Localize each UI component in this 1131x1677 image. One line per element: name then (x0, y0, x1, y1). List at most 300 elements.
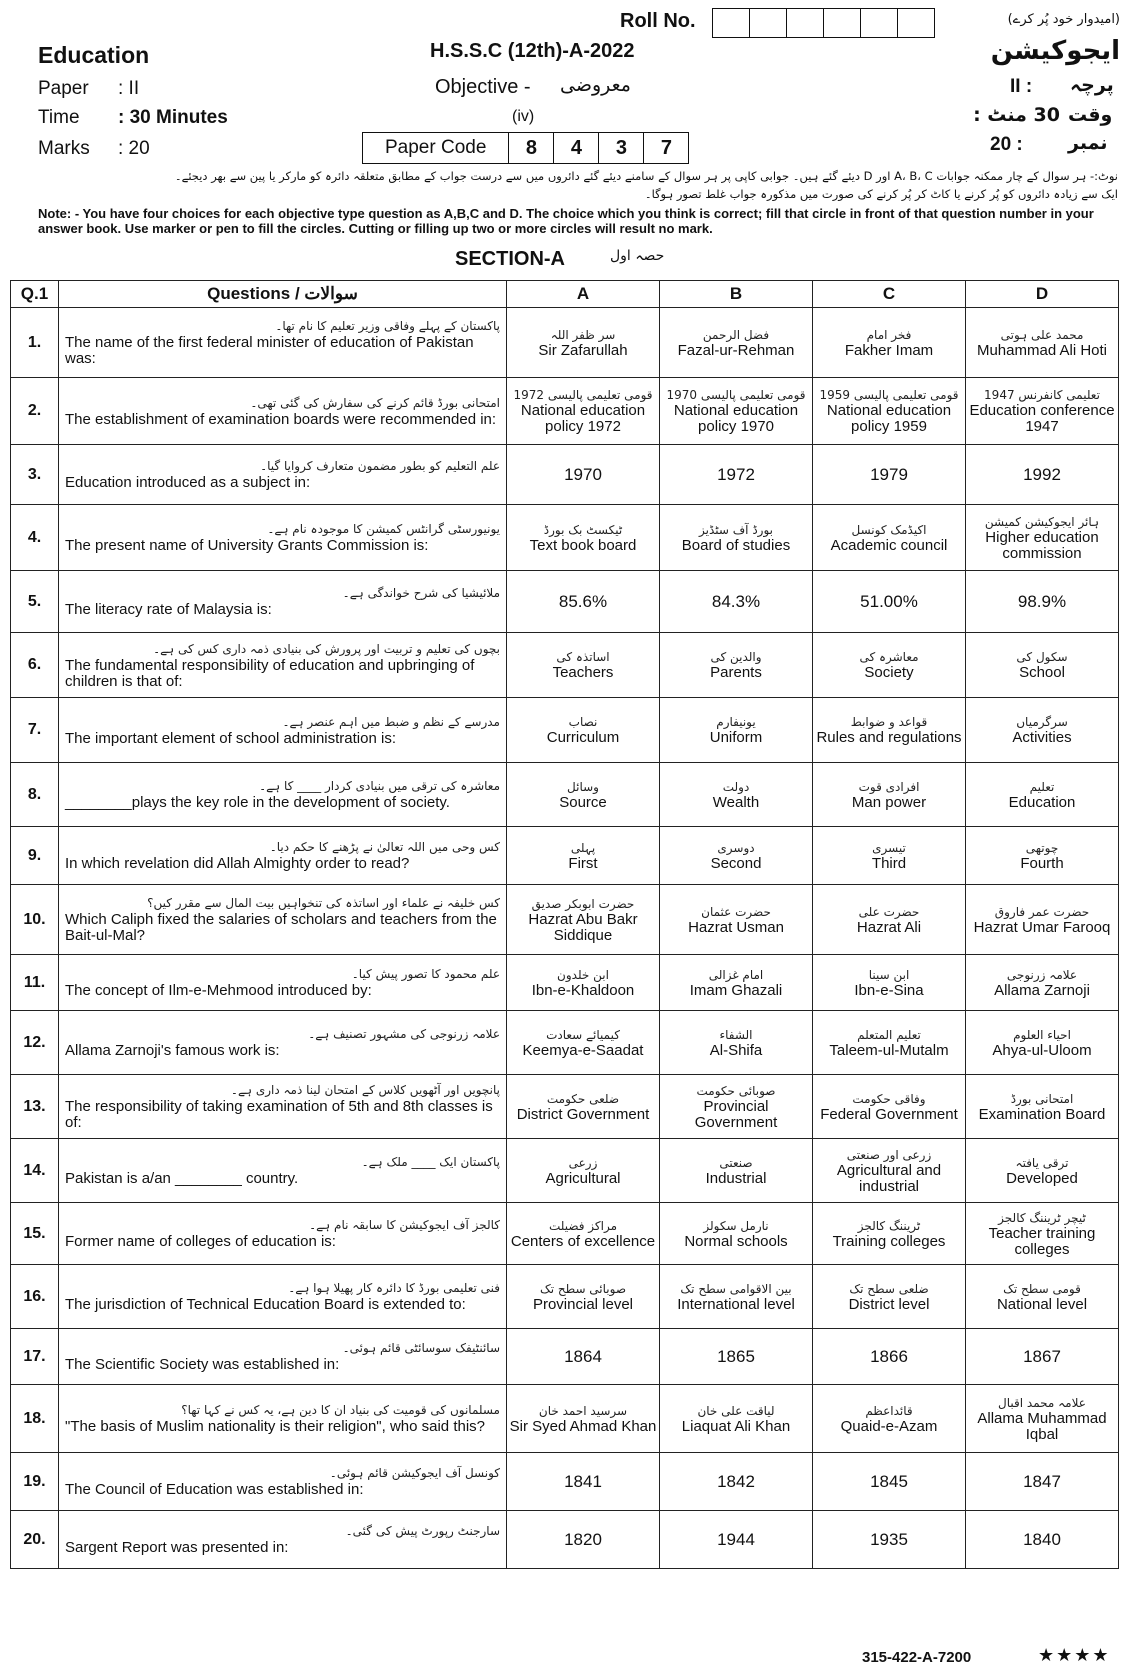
subject-title-urdu: ایجوکیشن (990, 36, 1120, 66)
question-english: "The basis of Muslim nationality is their religion", who said this? (65, 1418, 485, 1435)
option-a (507, 1011, 660, 1075)
option-c (813, 827, 966, 885)
time-label: Time (38, 107, 80, 128)
option-c-urdu: تیسری (872, 840, 906, 855)
paper-value-urdu: II : (1010, 76, 1033, 97)
option-c (813, 1075, 966, 1139)
option-d-urdu: تعلیمی کانفرنس 1947 (984, 388, 1100, 402)
option-c-urdu: زرعی اور صنعتی (846, 1147, 932, 1162)
option-b-english: 1944 (717, 1529, 755, 1549)
option-c (813, 1329, 966, 1385)
option-a (507, 378, 660, 445)
table-row (11, 445, 1119, 505)
question-text (59, 1011, 507, 1075)
option-c-urdu: تعلیم المتعلم (857, 1027, 921, 1042)
question-english: Pakistan is a/an ________ country. (65, 1170, 299, 1187)
option-c-urdu: افرادی قوت (858, 779, 920, 794)
option-b-english: Normal schools (684, 1232, 788, 1250)
question-urdu: پاکستان کے پہلے وفاقی وزیر تعلیم کا نام تھا۔ (275, 319, 500, 333)
table-row (11, 1511, 1119, 1569)
option-c-urdu: ٹریننگ کالجز (857, 1218, 921, 1233)
option-d (966, 378, 1119, 445)
question-urdu: کونسل آف ایجوکیشن قائم ہوئی۔ (329, 1466, 500, 1480)
question-text (59, 763, 507, 827)
option-b-english: Uniform (709, 729, 763, 746)
time-value-urdu: 30 منٹ : (973, 104, 1060, 126)
option-d-english: Activities (1012, 729, 1072, 746)
question-number: 15. (11, 1203, 59, 1265)
option-c-english: Hazrat Ali (856, 918, 922, 936)
option-b-english: 1842 (717, 1471, 755, 1491)
option-a-english: 1841 (564, 1471, 602, 1491)
option-a-urdu: قومی تعلیمی پالیسی 1972 (513, 388, 653, 402)
option-c (813, 763, 966, 827)
question-number: 13. (11, 1075, 59, 1139)
marks-value-urdu: 20 : (990, 134, 1023, 155)
option-b (660, 1139, 813, 1203)
option-c (813, 1511, 966, 1569)
option-d (966, 571, 1119, 633)
option-c-urdu: قواعد و ضوابط (850, 715, 928, 729)
option-d-english: Education (1008, 793, 1076, 811)
paper-code-digit: 7 (660, 136, 672, 159)
option-d-urdu: احیاء العلوم (1013, 1027, 1071, 1042)
option-a-english: Agricultural (545, 1169, 621, 1187)
option-d (966, 1265, 1119, 1329)
question-number: 3. (11, 445, 59, 505)
paper-code-digit: 8 (509, 133, 554, 163)
table-row (11, 1385, 1119, 1453)
option-b-urdu: حضرت عثمان (701, 904, 771, 919)
option-b-urdu: امام غزالی (708, 967, 764, 982)
option-b (660, 763, 813, 827)
option-d (966, 445, 1119, 505)
table-row (11, 378, 1119, 445)
option-b (660, 1011, 813, 1075)
question-number: 10. (11, 885, 59, 955)
option-a (507, 308, 660, 378)
option-d-english: School (1019, 664, 1065, 681)
question-text (59, 827, 507, 885)
option-a-urdu: پہلی (570, 840, 596, 855)
question-text (59, 505, 507, 571)
option-a-urdu: سرسید احمد خان (538, 1403, 628, 1418)
option-b-english: Provincial Government (694, 1097, 778, 1131)
option-b-english: Parents (710, 664, 762, 681)
question-text (59, 1385, 507, 1453)
option-a-urdu: اساتذہ کی (556, 650, 610, 664)
option-a-english: Curriculum (546, 729, 620, 746)
question-urdu: کالجز آف ایجوکیشن کا سابقہ نام ہے۔ (309, 1218, 500, 1232)
question-number: 9. (11, 827, 59, 885)
option-d (966, 885, 1119, 955)
question-text (59, 1139, 507, 1203)
option-c (813, 633, 966, 698)
question-urdu: ملائیشیا کی شرح خواندگی ہے۔ (342, 586, 500, 600)
question-urdu: بچوں کی تعلیم و تربیت اور پرورش کی بنیادی ذمہ داری کس کی ہے۔ (153, 641, 500, 656)
table-row (11, 1453, 1119, 1511)
option-a-english: Sir Zafarullah (538, 341, 628, 359)
marks-value: : 20 (118, 138, 150, 159)
option-a (507, 1511, 660, 1569)
table-row (11, 955, 1119, 1011)
option-b-urdu: دولت (722, 779, 750, 794)
option-d-urdu: چوتھی (1025, 840, 1059, 855)
option-d (966, 1511, 1119, 1569)
option-b-english: 84.3% (711, 591, 761, 611)
question-number: 1. (11, 308, 59, 378)
question-number: 6. (11, 633, 59, 698)
option-a-urdu: وسائل (567, 779, 599, 794)
option-a-english: Hazrat Abu Bakr Siddique (528, 910, 638, 944)
option-d-urdu: تعلیم (1029, 779, 1055, 794)
question-text (59, 1203, 507, 1265)
question-urdu: سارجنٹ رپورٹ پیش کی گئی۔ (345, 1524, 500, 1538)
marks-label-urdu: نمبر (1068, 132, 1108, 154)
option-c (813, 955, 966, 1011)
option-c-english: Rules and regulations (816, 729, 962, 746)
option-a (507, 955, 660, 1011)
option-a (507, 763, 660, 827)
note-urdu-line2: ایک سے زیادہ دائروں کو پُر کرنے یا کاٹ کر پُر کرنے کی صورت میں مذکورہ جواب غلط تصور ہوگا۔ (644, 187, 1118, 201)
questions-body (11, 308, 1119, 1569)
header-option-d: D (966, 281, 1119, 308)
note-english: Note: - You have four choices for each objective type question as A,B,C and D. The choice which you think is correct; fill that circle in front of that question number in your answer book. Use marker or pen to fill the circles. Cutting or filling up two or more circles will result no mark. (38, 206, 1094, 236)
question-number: 12. (11, 1011, 59, 1075)
option-c-english: Taleem-ul-Mutalm (829, 1041, 949, 1059)
option-b (660, 1075, 813, 1139)
option-a (507, 633, 660, 698)
option-d-english: Developed (1006, 1169, 1078, 1187)
paper-code-digit: 3 (599, 133, 644, 163)
option-c-urdu: معاشرہ کی (859, 650, 919, 664)
option-a-urdu: مراکز فضیلت (548, 1218, 618, 1233)
option-c-urdu: قومی تعلیمی پالیسی 1959 (819, 388, 959, 402)
option-b-urdu: صنعتی (719, 1155, 753, 1170)
question-english: ________plays the key role in the development of society. (65, 794, 450, 811)
option-c (813, 445, 966, 505)
question-english: The present name of University Grants Commission is: (65, 537, 429, 554)
header-option-b: B (660, 281, 813, 308)
option-b (660, 1385, 813, 1453)
option-a-urdu: ضلعی حکومت (546, 1091, 620, 1106)
option-d-urdu: سرگرمیاں (1016, 715, 1068, 729)
option-d (966, 955, 1119, 1011)
option-d (966, 1329, 1119, 1385)
footer-code: 315-422-A-7200 (862, 1649, 972, 1666)
option-d (966, 1453, 1119, 1511)
question-number: 17. (11, 1329, 59, 1385)
table-row (11, 763, 1119, 827)
time-label-urdu: وقت (1068, 104, 1113, 126)
option-b (660, 505, 813, 571)
option-b-english: Al-Shifa (709, 1041, 763, 1059)
option-b (660, 1453, 813, 1511)
option-c-english: 1845 (870, 1471, 908, 1491)
option-b (660, 698, 813, 763)
option-b (660, 885, 813, 955)
option-b (660, 955, 813, 1011)
option-a-english: Sir Syed Ahmad Khan (509, 1417, 657, 1435)
option-b-urdu: فضل الرحمن (702, 327, 770, 342)
header-option-a: A (507, 281, 660, 308)
question-urdu: کس وحی میں اللہ تعالیٰ نے پڑھنے کا حکم دیا۔ (269, 840, 500, 854)
option-c-english: Man power (851, 793, 927, 811)
option-c (813, 1385, 966, 1453)
question-english: The name of the first federal minister of education of Pakistan was: (65, 334, 474, 367)
option-a (507, 827, 660, 885)
option-d-urdu: امتحانی بورڈ (1010, 1091, 1074, 1106)
marks-label: Marks (38, 138, 90, 159)
question-number: 20. (11, 1511, 59, 1569)
option-c (813, 1139, 966, 1203)
option-b-english: Hazrat Usman (688, 918, 784, 936)
question-english: The important element of school administration is: (65, 729, 396, 747)
option-c-urdu: اکیڈمک کونسل (851, 522, 927, 537)
option-c (813, 1453, 966, 1511)
question-number: 8. (11, 763, 59, 827)
option-d-english: Muhammad Ali Hoti (976, 341, 1108, 359)
option-c (813, 308, 966, 378)
table-row (11, 1011, 1119, 1075)
question-text (59, 1453, 507, 1511)
question-urdu: کس خلیفہ نے علماء اور اساتذہ کی تنخواہیں بیت المال سے مقرر کیں؟ (147, 896, 500, 910)
option-a-urdu: صوبائی سطح تک (539, 1281, 627, 1296)
option-a-english: Keemya-e-Saadat (522, 1041, 644, 1059)
option-b-english: Fazal-ur-Rehman (677, 341, 795, 359)
option-d-english: 1840 (1023, 1529, 1061, 1549)
table-row (11, 571, 1119, 633)
question-text (59, 633, 507, 698)
option-c-english: 1935 (870, 1529, 908, 1549)
option-d (966, 698, 1119, 763)
question-english: The fundamental responsibility of education and upbringing of children is that of: (65, 656, 475, 690)
option-d (966, 827, 1119, 885)
question-english: In which revelation did Allah Almighty order to read? (65, 855, 410, 872)
header-questions: Questions / سوالات (59, 281, 507, 308)
option-d (966, 763, 1119, 827)
question-number: 18. (11, 1385, 59, 1453)
option-a-urdu: ابن خلدون (557, 967, 609, 982)
option-d-urdu: علامہ زرنوجی (1006, 967, 1078, 982)
question-english: Sargent Report was presented in: (65, 1539, 289, 1556)
question-number: 2. (11, 378, 59, 445)
option-d-english: 1867 (1023, 1346, 1061, 1366)
option-d-urdu: محمد علی ہوتی (1000, 327, 1084, 342)
question-urdu: پاکستان ایک ____ ملک ہے۔ (361, 1155, 500, 1169)
option-d-english: Ahya-ul-Uloom (992, 1041, 1092, 1059)
option-a-english: Ibn-e-Khaldoon (531, 981, 635, 999)
option-d-urdu: حضرت عمر فاروق (994, 904, 1090, 919)
option-d (966, 1075, 1119, 1139)
option-c-english: Society (864, 664, 914, 681)
table-row (11, 308, 1119, 378)
header-q-number: Q.1 (11, 281, 59, 308)
option-b-urdu: لیاقت علی خان (697, 1403, 775, 1418)
question-text (59, 378, 507, 445)
paper-code-label: Paper Code (363, 133, 509, 163)
question-text (59, 885, 507, 955)
version-label: (iv) (512, 108, 535, 125)
option-a (507, 1265, 660, 1329)
option-d-english: Allama Zarnoji (994, 981, 1090, 999)
option-b (660, 1329, 813, 1385)
option-d-english: 1847 (1023, 1471, 1061, 1491)
option-c-urdu: ضلعی سطح تک (849, 1281, 929, 1296)
table-row (11, 505, 1119, 571)
option-a-english: Teachers (552, 664, 614, 681)
option-b (660, 571, 813, 633)
option-b (660, 378, 813, 445)
option-a-english: District Government (516, 1105, 650, 1123)
question-urdu: علم محمود کا تصور پیش کیا۔ (351, 967, 500, 981)
question-english: The responsibility of taking examination of 5th and 8th classes is of: (65, 1098, 493, 1131)
exam-title: H.S.S.C (12th)-A-2022 (430, 40, 635, 62)
option-a-urdu: حضرت ابوبکر صدیق (531, 896, 635, 911)
option-b (660, 308, 813, 378)
option-c-english: Third (871, 854, 907, 872)
question-english: The concept of Ilm-e-Mehmood introduced by: (65, 982, 372, 999)
table-row (11, 885, 1119, 955)
question-text (59, 955, 507, 1011)
option-c (813, 378, 966, 445)
question-english: The jurisdiction of Technical Education Board is extended to: (65, 1296, 466, 1313)
questions-table (10, 280, 1119, 1569)
option-d-english: Teacher training colleges (988, 1224, 1096, 1258)
question-english: Former name of colleges of education is: (65, 1233, 336, 1250)
option-c (813, 505, 966, 571)
question-text (59, 571, 507, 633)
option-a-urdu: زرعی (568, 1155, 598, 1170)
option-b-english: Board of studies (681, 536, 791, 554)
table-row (11, 633, 1119, 698)
question-english: The Council of Education was established in: (65, 1481, 364, 1498)
option-d-urdu: ٹیچر ٹریننگ کالجز (998, 1210, 1086, 1225)
note-urdu-line1: نوٹ:- ہر سوال کے چار ممکنہ جوابات A، B، C اور D دیئے گئے ہیں۔ جوابی کاپی پر ہر سوال کے سامنے دیئے گئے دائروں میں سے درست جواب کے مطابق متعلقہ دائرہ کو مارکر یا پین سے بھر دیجئے۔ (174, 169, 1118, 183)
option-d (966, 1139, 1119, 1203)
option-d-english: Education conference 1947 (969, 402, 1115, 435)
option-c-english: National education policy 1959 (826, 402, 952, 435)
option-d (966, 1011, 1119, 1075)
question-number: 7. (11, 698, 59, 763)
section-title-urdu: حصہ اول (610, 248, 665, 264)
table-row (11, 1075, 1119, 1139)
option-d (966, 1203, 1119, 1265)
question-english: The literacy rate of Malaysia is: (65, 601, 272, 618)
question-urdu: علم التعلیم کو بطور مضمون متعارف کروایا گیا۔ (260, 459, 500, 473)
option-b-urdu: یونیفارم (716, 715, 756, 729)
question-english: Which Caliph fixed the salaries of scholars and teachers from the Bait-ul-Mal? (65, 911, 497, 944)
option-a-english: First (568, 854, 598, 872)
question-text (59, 698, 507, 763)
option-a (507, 1385, 660, 1453)
option-a-english: Centers of excellence (510, 1232, 656, 1250)
option-b-urdu: قومی تعلیمی پالیسی 1970 (666, 388, 806, 402)
option-b-english: Wealth (712, 793, 760, 811)
paper-value: : II (118, 78, 140, 99)
roll-no-boxes[interactable] (712, 8, 935, 38)
option-d-urdu: سکول کی (1016, 650, 1068, 664)
header-option-c: C (813, 281, 966, 308)
question-urdu: علامہ زرنوجی کی مشہور تصنیف ہے۔ (308, 1027, 500, 1041)
option-b-english: National education policy 1970 (673, 402, 799, 435)
option-c-english: 51.00% (860, 591, 918, 611)
paper-label-urdu: پرچہ (1070, 74, 1114, 96)
option-b-english: Second (710, 854, 762, 872)
objective-urdu: معروضی (560, 74, 631, 96)
option-b (660, 1511, 813, 1569)
option-b-urdu: الشفاء (719, 1027, 753, 1042)
question-number: 5. (11, 571, 59, 633)
question-text (59, 1511, 507, 1569)
option-c-urdu: فخر امام (866, 327, 912, 342)
paper-code-box (362, 132, 689, 164)
option-a (507, 505, 660, 571)
option-d-english: 1992 (1023, 464, 1061, 484)
option-a-english: National education policy 1972 (520, 402, 646, 435)
option-b (660, 445, 813, 505)
question-text (59, 445, 507, 505)
option-a (507, 571, 660, 633)
question-urdu: معاشرہ کی ترقی میں بنیادی کردار ____ کا ہے۔ (259, 779, 500, 793)
question-number: 14. (11, 1139, 59, 1203)
option-b-english: 1972 (717, 464, 755, 484)
option-b-english: International level (677, 1295, 795, 1313)
question-number: 16. (11, 1265, 59, 1329)
option-d (966, 308, 1119, 378)
table-row (11, 1203, 1119, 1265)
option-a (507, 1329, 660, 1385)
option-a-english: 1820 (564, 1529, 602, 1549)
option-c-urdu: وفاقی حکومت (852, 1091, 926, 1106)
option-d-urdu: علامہ محمد اقبال (998, 1395, 1086, 1410)
option-c-english: Fakher Imam (844, 341, 934, 359)
option-c-urdu: قائداعظم (865, 1403, 913, 1418)
subject-title: Education (38, 42, 150, 68)
option-a (507, 1139, 660, 1203)
option-d (966, 505, 1119, 571)
option-b-english: Liaquat Ali Khan (681, 1417, 791, 1435)
option-d (966, 633, 1119, 698)
option-b-urdu: والدین کی (710, 650, 762, 664)
option-a (507, 698, 660, 763)
option-b (660, 1203, 813, 1265)
footer-stars: ★★★★ (1038, 1645, 1111, 1665)
roll-no-label: Roll No. (620, 10, 696, 32)
question-number: 19. (11, 1453, 59, 1511)
option-a-english: Provincial level (532, 1295, 634, 1313)
option-c-english: Federal Government (820, 1105, 958, 1123)
option-d-urdu: ترقی یافتہ (1015, 1155, 1069, 1170)
option-a-urdu: ٹیکسٹ بک بورڈ (543, 522, 623, 537)
question-urdu: پانچویں اور آٹھویں کلاس کے امتحان لینا ذمہ داری ہے۔ (230, 1083, 500, 1097)
option-c (813, 1011, 966, 1075)
option-b (660, 827, 813, 885)
option-d-english: Examination Board (978, 1105, 1106, 1123)
option-c-english: Training colleges (832, 1232, 946, 1250)
option-d-urdu: ہائر ایجوکیشن کمیشن (984, 514, 1100, 529)
option-d-urdu: قومی سطح تک (1003, 1281, 1081, 1296)
option-a-english: 1970 (564, 464, 602, 484)
question-text (59, 1329, 507, 1385)
question-urdu: مدرسے کے نظم و ضبط میں اہم عنصر ہے۔ (282, 714, 500, 729)
option-a-english: Source (559, 793, 607, 811)
option-c-english: Academic council (830, 536, 948, 554)
question-text (59, 308, 507, 378)
question-english: Allama Zarnoji's famous work is: (65, 1042, 280, 1059)
option-d-english: 98.9% (1017, 591, 1067, 611)
table-row (11, 827, 1119, 885)
